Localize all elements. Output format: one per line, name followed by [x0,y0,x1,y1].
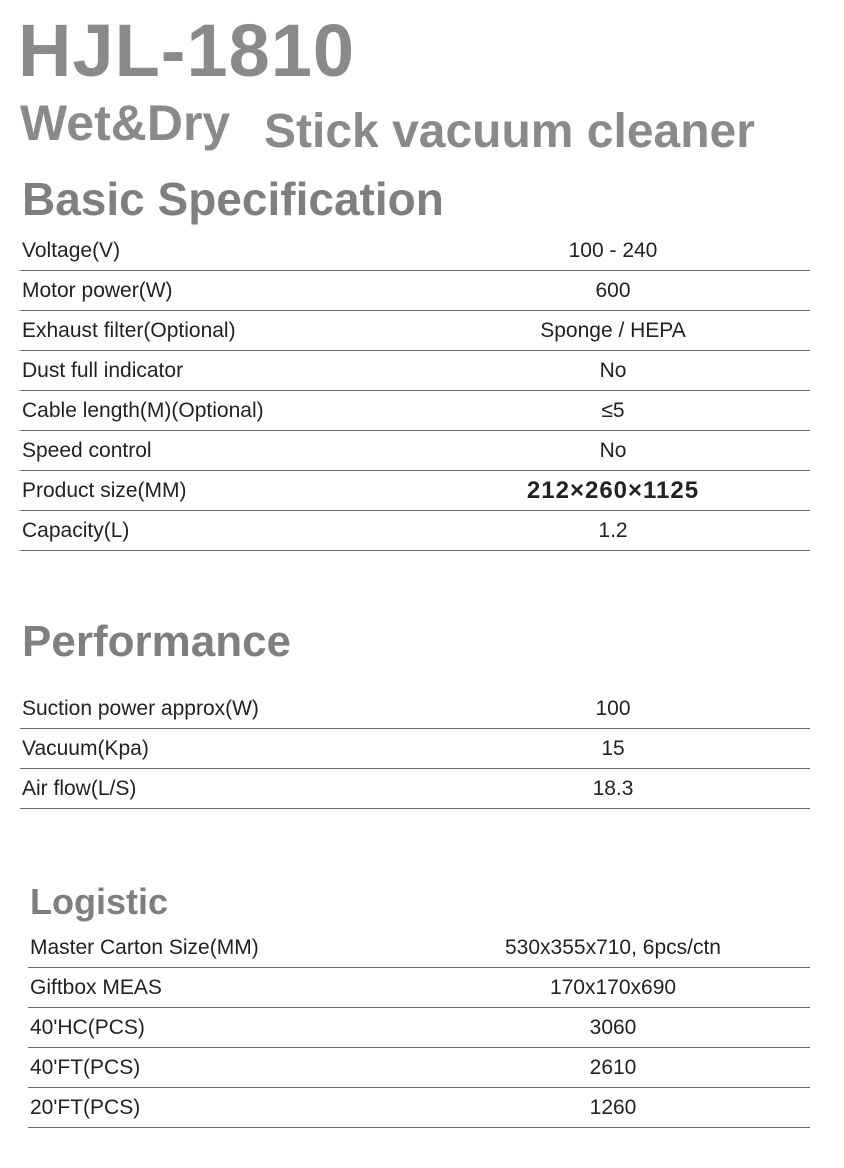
basic-spec-table [20,231,810,551]
performance-table [20,689,810,809]
logistic-table [28,928,810,1128]
basic-spec-title: Basic Specification [22,173,444,225]
spec-label: Speed control [22,439,152,462]
spec-value: 1260 [589,1096,637,1119]
spec-row [28,1088,810,1128]
spec-label: Giftbox MEAS [30,976,162,999]
spec-row [20,729,810,769]
spec-value: 100 - 240 [568,239,658,262]
logistic-title: Logistic [30,881,169,922]
spec-label: Capacity(L) [22,519,130,542]
spec-row [28,928,810,968]
spec-row [20,351,810,391]
spec-label: Cable length(M)(Optional) [22,399,264,422]
spec-label: Product size(MM) [22,479,187,502]
spec-value: 3060 [589,1016,637,1039]
spec-label: Air flow(L/S) [22,777,137,800]
spec-row [28,1048,810,1088]
spec-value: 600 [595,279,631,302]
spec-value: 18.3 [592,777,634,800]
spec-value: 1.2 [598,519,628,542]
spec-label: Vacuum(Kpa) [22,737,149,760]
spec-label: Voltage(V) [22,239,121,262]
product-type-wetdry: Wet&Dry [20,95,231,151]
spec-value: No [599,439,627,462]
spec-row [20,511,810,551]
spec-row [20,391,810,431]
spec-label: Suction power approx(W) [22,697,259,720]
spec-value: 212×260×1125 [526,477,700,504]
product-type-stick: Stick vacuum cleaner [264,105,755,158]
spec-row [20,769,810,809]
spec-label: Exhaust filter(Optional) [22,319,236,342]
spec-value: 2610 [589,1056,637,1079]
spec-value: 170x170x690 [549,976,677,999]
spec-value: 530x355x710, 6pcs/ctn [505,936,721,959]
performance-title: Performance [22,617,292,666]
spec-value: ≤5 [601,399,625,422]
spec-label: Master Carton Size(MM) [30,936,259,959]
spec-label: Motor power(W) [22,279,173,302]
spec-row [28,1008,810,1048]
spec-row [20,231,810,271]
model-title: HJL-1810 [18,9,356,92]
spec-value: 100 [595,697,631,720]
spec-label: 40'HC(PCS) [30,1016,145,1039]
spec-row [20,271,810,311]
spec-value: No [599,359,627,382]
spec-row [20,311,810,351]
spec-row [20,689,810,729]
spec-row [20,471,810,511]
spec-row [20,431,810,471]
spec-label: 40'FT(PCS) [30,1056,141,1079]
spec-row [28,968,810,1008]
spec-label: Dust full indicator [22,359,184,382]
spec-label: 20'FT(PCS) [30,1096,141,1119]
spec-value: 15 [601,737,625,760]
spec-value: Sponge / HEPA [540,319,686,342]
